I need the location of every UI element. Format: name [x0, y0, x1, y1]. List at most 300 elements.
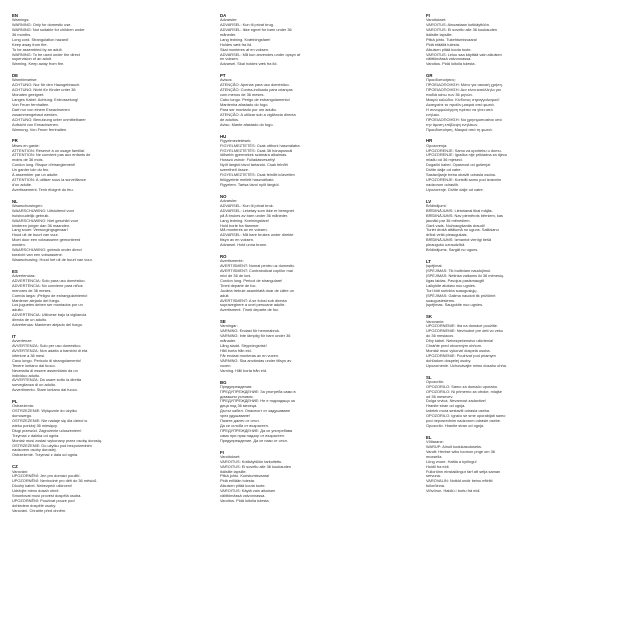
warning-line: VAROITUS: Ei sovellu alle 36 kuukauden: [220, 463, 292, 469]
warning-line: À assembler par un adulte.: [12, 172, 59, 178]
warning-line: AVVERTENZA: Da usare sotto la diretta: [12, 377, 82, 383]
warning-line: Darf nur von einem Erwachsenen: [12, 106, 70, 112]
warning-line: Opozorilo. Hranite stran od ognja.: [426, 422, 485, 428]
warning-line: Võltarane:: [426, 439, 444, 445]
warning-line: Håll borta från eld.: [220, 347, 252, 353]
warning-line: Dugački kabel. Opasnost od gušenja!: [426, 162, 491, 168]
warning-line: FIGYELMEZTETÉS: Csak otthoni használatra.: [220, 142, 301, 148]
warning-line: Дълъг кабел. Опасност от задушаване: [220, 408, 291, 414]
column-2: [220, 13, 405, 510]
warning-line: ĮSPĖJIMAS: Tik buitiniam naudojimui.: [426, 268, 492, 274]
language-code: BG: [220, 379, 227, 385]
warning-line: ACHTUNG: Nur für den Hausgebrauch.: [12, 82, 81, 88]
language-code: SK: [426, 314, 432, 320]
warning-section-nl: [12, 199, 197, 263]
warning-line: Ostrzeżenia:: [12, 403, 34, 409]
warning-line: Sastavljanje treba obaviti odrasla osoba.: [426, 172, 496, 178]
language-code: NL: [12, 198, 18, 204]
warning-line: Avertissement. Tenir éloigné du feu.: [12, 186, 74, 192]
warning-line: supervision of an adult.: [12, 56, 53, 62]
language-code: EN: [12, 13, 18, 18]
warning-line: ПРЕДУПРЕЖДЕНИЕ: За употреба само в: [220, 388, 296, 394]
warning-line: drīkst veikt pieaugušais.: [426, 232, 468, 238]
warning-line: ADVARSEL: Må bare brukes under direkte: [220, 232, 294, 238]
warning-line: Varuft: Hentse wiks toomon pnge om 36: [426, 448, 495, 454]
warning-line: Hoidil fra eldi.: [426, 463, 450, 469]
warning-line: Udržujte mimo dosah ohně.: [12, 488, 60, 494]
warning-line: ПРЕДУПРЕЖДЕНИЕ: Не е подходящо за: [220, 398, 295, 404]
warning-line: toezicht van een volwassene.: [12, 251, 63, 257]
warning-line: OPOZORILO: Igračo se sme uporabljati samo: [426, 413, 506, 419]
warning-line: nadzorom odraslih.: [426, 181, 460, 187]
warning-line: ΠΡΟΕΙΔΟΠΟΙΗΣΗ: Δεν είναι κατάλληλο για: [426, 87, 501, 93]
warning-line: домашни условия.: [220, 393, 254, 399]
warning-line: Ilgas laidas. Pavojus pasismaugti!: [426, 277, 485, 283]
column-1: [12, 13, 197, 520]
warning-line: vuxen.: [220, 362, 232, 368]
warning-section-lv: [426, 199, 611, 253]
warning-line: UPOZORNĚNÍ: Používat pouze pod: [12, 497, 75, 503]
warning-line: Hold borte fra flammer.: [220, 222, 260, 228]
warning-line: Μακρύ καλώδιο. Κίνδυνος στραγγαλισμού!: [426, 97, 500, 103]
language-code: HU: [220, 133, 227, 139]
warning-line: Moet door een volwassene gemonteerd: [12, 237, 81, 243]
language-code: DA: [220, 13, 227, 18]
warning-line: OSTRZEŻENIE: Wyłącznie do użytku: [12, 408, 77, 414]
warning-line: UPOZORENJE: Koristiti samo pod izravnim: [426, 176, 502, 182]
warning-line: tilsyn av en voksen.: [220, 237, 254, 243]
language-code: PT: [220, 73, 226, 79]
warning-section-en: [12, 13, 197, 67]
warning-line: Lång sladd. Strypningsrisk!: [220, 343, 267, 349]
warning-section-cz: [12, 464, 197, 513]
warning-line: Izdelek mora sestaviti odrasla oseba.: [426, 408, 491, 414]
warning-line: ATTENTION: Ne convient pas aux enfants de: [12, 152, 91, 158]
warning-line: Długi przewód. Zagrożenie uduszeniem!: [12, 427, 82, 433]
language-code: GR: [426, 73, 433, 79]
warning-line: UPOZORNENIE: Nevhodné pre deti vo veku: [426, 328, 503, 334]
warning-line: ikäisille lapsille.: [426, 31, 453, 37]
warning-line: Advertencias:: [12, 272, 36, 278]
language-code: SL: [426, 374, 432, 380]
warning-line: Smontovat musí provést dospělá osoba.: [12, 493, 82, 499]
warning-line: Necessita di essere assemblato da un: [12, 367, 78, 373]
warning-line: dohledem dospělé osoby.: [12, 502, 57, 508]
warning-line: Hranite stran od ognja.: [426, 403, 466, 409]
language-code: ES: [12, 268, 18, 274]
warning-line: ADVARSEL: Leketøy som ikke er beregnet: [220, 207, 294, 213]
warning-line: supraveghere a unei persoane adulte.: [220, 302, 286, 308]
warning-section-no: [220, 194, 405, 248]
warning-section-fi: [426, 13, 611, 67]
warning-line: Lüng vnure. Hattia a kyrlingu!: [426, 458, 477, 464]
warning-line: AVVERTENZA: Non adatto a bambini di età: [12, 347, 88, 353]
warning-line: inferiore a 36 mesi.: [12, 352, 46, 358]
warning-line: ADVARSEL: Ikke egnet for børn under 36: [220, 27, 292, 33]
warning-line: To be assembled by an adult.: [12, 46, 63, 52]
warning-line: UPOZORNĚNÍ: Jen pro domácí použití.: [12, 473, 81, 479]
warning-line: Pidä erillään tulesta.: [220, 478, 256, 484]
warning-line: Aufsicht von Erwachsenen.: [12, 121, 59, 127]
warning-line: Brīdinājumi:: [426, 202, 447, 208]
warning-line: Предупреждение. Да се пази от огън.: [220, 437, 288, 443]
warning-line: ADVERTENCIA: Solo para uso doméstico.: [12, 277, 86, 283]
warning-line: OSTRZEŻENIE: Do użytku pod bezpośrednim: [12, 442, 92, 448]
warning-line: FIGYELMEZTETÉS: Csak felnőtt közvetlen: [220, 172, 295, 178]
warning-section-pl: [12, 399, 197, 458]
warning-section-hu: [220, 134, 405, 188]
warning-line: Viðvörun. Haldiú í burtu frá eldi.: [426, 488, 481, 494]
warning-line: de adultos.: [220, 116, 240, 122]
warning-line: ATENÇÃO: A utilizar sob a vigilância directa: [220, 111, 296, 117]
warning-line: VAROITUS: Kotikäyttöön tarkoitettu.: [220, 458, 283, 464]
warning-section-pt: [220, 73, 405, 127]
warning-line: d'un adulte.: [12, 181, 32, 187]
warning-section-es: [12, 269, 197, 328]
warning-line: Chráňte pred otvoreným ohňom.: [426, 343, 483, 349]
warning-line: VARNING: Inte lämplig för barn under 36: [220, 333, 291, 339]
warning-line: worden.: [12, 242, 26, 248]
warning-line: domowego.: [12, 413, 33, 419]
warning-line: Warnhinweise:: [12, 77, 38, 83]
warning-line: Cordon lung. Pericol de strangulare!: [220, 277, 283, 283]
warning-line: Upozorenje. Držite dalje od vatre.: [426, 186, 484, 192]
warning-line: OPOZORILO: Samo za domačo uporabo.: [426, 383, 499, 389]
warning-line: Får endast monteras av en vuxen.: [220, 352, 280, 358]
warning-line: AVERTISMENT: Numai pentru uz domestic.: [220, 263, 296, 269]
warning-section-hr: [426, 138, 611, 192]
warning-line: Para ser montado por um adulto.: [220, 106, 277, 112]
warning-line: Advarsel. Skal holdes væk fra ild.: [220, 61, 278, 67]
language-code: CZ: [12, 464, 18, 470]
warning-line: Ostrzeżenie. Trzymać z dala od ognia.: [12, 452, 79, 458]
warning-line: com menos de 36 meses.: [220, 92, 265, 98]
warning-section-lt: [426, 259, 611, 308]
warning-section-it: [12, 334, 197, 393]
warning-line: Montaż musi zostać wykonany przez osobę dorosłą.: [12, 437, 102, 443]
warning-line: suaugusiesiems.: [426, 297, 455, 303]
warning-line: Пазете далеч от огън.: [220, 418, 260, 424]
warning-line: do 36 mesiacov.: [426, 333, 455, 339]
warning-line: Varoitus. Pidä loitolla tulesta.: [426, 61, 476, 67]
warning-line: sérvuna.: [426, 473, 441, 479]
language-code: FI: [426, 13, 430, 18]
warning-section-sk: [426, 314, 611, 368]
warning-line: ATENÇÃO: Contra-indicado para crianças: [220, 87, 293, 93]
warning-line: Предупреждения:: [220, 383, 253, 389]
warning-line: ADVERTENCIA: Utilícese bajo la vigilancia: [12, 312, 87, 318]
warning-line: OSTRZEŻENIE: Nie nadaje się dla dzieci w: [12, 418, 88, 424]
warning-line: Pidä etäällä tulesta.: [426, 41, 460, 47]
warning-line: Η συναρμολόγηση πρέπει να γίνει από: [426, 106, 493, 112]
warning-line: Figyelmeztetések:: [220, 137, 252, 143]
warning-line: Advarsler:: [220, 17, 238, 23]
warning-line: Да се сглоби от възрастен.: [220, 422, 269, 428]
warning-line: VAROITUS: Leluu saa käyttää vain aikuisen: [426, 51, 502, 57]
warning-line: UPOZORENJE: Igračka nije prikladna za djecu: [426, 152, 508, 158]
warning-line: månader.: [220, 338, 237, 344]
warning-line: VAROITUS: Ainoastaan kotikäyttöön.: [426, 22, 490, 28]
warning-line: directa de un adulto.: [12, 317, 48, 323]
warning-line: BRĪDINĀJUMS: Nav piemērots bērniem, kas: [426, 212, 503, 218]
warning-line: AVVERTENZA: Solo per uso domestico.: [12, 343, 82, 349]
warning-line: WARNING: Only for domestic use.: [12, 22, 72, 28]
warning-line: само при пряк надзор от възрастен.: [220, 432, 285, 438]
warning-section-de: [12, 73, 197, 132]
warning-line: wieku poniżej 36 miesięcy.: [12, 422, 58, 428]
warning-line: FIGYELMEZTETÉS: Csak 36 hónaposnál: [220, 147, 293, 153]
warning-line: VAROITUS: Käytä vain aikuisen: [220, 488, 276, 494]
warning-line: Avvertimento. Stare lontano dal fuoco.: [12, 387, 78, 393]
warning-line: UPOZORNENIE: Iba na domáce použitie.: [426, 323, 499, 329]
language-code: FR: [12, 138, 18, 144]
warning-line: ΠΡΟΕΙΔΟΠΟΙΗΣΗ: Να χρησιμοποιείται υπό: [426, 116, 502, 122]
warning-line: UPOZORNĚNÍ: Nevhodné pro děti do 36 měsíců.: [12, 478, 98, 484]
warning-section-gr: [426, 73, 611, 132]
warning-line: od 36 mesecev.: [426, 393, 454, 399]
warning-line: Turi būti surinkta suaugusiųjų.: [426, 287, 478, 293]
warning-line: ACHTUNG: Nicht für Kinder unter 36: [12, 87, 76, 93]
warning-line: måneder.: [220, 31, 237, 37]
language-code: SE: [220, 319, 226, 325]
warning-section-fr: [12, 138, 197, 192]
warning-line: OPOZORILO: Ni primerno za otroke, mlajše: [426, 388, 502, 394]
warning-line: ĮSPĖJIMAS: Netinka vaikams iki 36 mėnesių.: [426, 272, 505, 278]
warning-line: Montáž musí vykonať dospelá osoba.: [426, 347, 491, 353]
warning-line: чрез удушаване!: [220, 413, 251, 419]
language-code: DE: [12, 73, 18, 79]
warning-line: huishoudelijk gebruik.: [12, 212, 50, 218]
warning-line: Houd uit de buurt van vuur.: [12, 232, 59, 238]
warning-line: VAROITUS: Ei sovellu alle 36 kuukauden: [426, 27, 498, 33]
warning-line: WARNING: To be used under the direct: [12, 51, 80, 57]
warning-line: Varning. Håll borta från eld.: [220, 367, 268, 373]
warning-line: ADVARSEL: Kun til privat brug.: [220, 22, 274, 28]
language-code: RO: [220, 254, 227, 260]
warning-line: Fulloröinn einstaklingur farf aft setja saman: [426, 468, 501, 474]
warning-line: Lang ledning. Kvælningsfare!: [220, 36, 271, 42]
warning-line: AVERTISMENT: A se folosi sub directa: [220, 297, 287, 303]
warning-line: деца под 36 месеца.: [220, 403, 258, 409]
warning-line: Cuerda larga: ¡Peligro de estrangulamiento!: [12, 292, 88, 298]
warning-line: Aikuisen pitää koota tuote.: [426, 46, 472, 52]
warning-line: Dlhý kábel. Nebezpečenstvo uškrtenia!: [426, 338, 494, 344]
warning-line: ПРЕДУПРЕЖДЕНИЕ: Да се употребява: [220, 427, 293, 433]
warning-line: Holdes væk fra ild.: [220, 41, 253, 47]
warning-line: Laikykite atokiau nuo ugnies.: [426, 282, 476, 288]
warning-line: Monaten geeignet.: [12, 92, 45, 98]
warning-line: på å brukes av barn under 36 måneder.: [220, 212, 289, 218]
warning-line: 36 months.: [12, 31, 32, 37]
warning-line: Long cord. Strangulation hazard!: [12, 36, 69, 42]
warning-line: AVERTISMENT: Contraindicat copiilor mai: [220, 268, 293, 274]
warning-section-fi: [220, 450, 405, 504]
warning-line: ADVARSEL: Kun til privat bruk.: [220, 202, 274, 208]
warning-line: pieaugušo uzraudzībā.: [426, 242, 466, 248]
warning-line: Skal monteres af en voksen.: [220, 46, 270, 52]
warning-line: adult.: [220, 292, 230, 298]
warning-line: Προειδοποίηση. Μακριά από τη φωτιά.: [426, 126, 493, 132]
warning-line: ATTENTION: À utiliser sous la surveillance: [12, 176, 86, 182]
warning-line: Țineți departe de foc.: [220, 282, 257, 288]
warning-line: Mantenha afastado do fogo.: [220, 102, 269, 107]
language-code: LT: [426, 258, 431, 264]
warning-line: Įspėjimai:: [426, 263, 443, 269]
warning-line: Varovanie:: [426, 318, 445, 324]
warning-line: välittömässä valvonnassa.: [426, 56, 472, 62]
warning-line: την άμεση επίβλεψη ενηλίκων.: [426, 121, 479, 127]
warning-line: UPOZORNENIE: Používať pod priamym: [426, 352, 496, 358]
warning-line: παιδιά κάτω των 36 μηνών.: [426, 92, 474, 98]
warning-line: Avertismente:: [220, 258, 244, 264]
warning-line: pod neposrednim nadzorom odrasle osebe.: [426, 418, 502, 424]
warning-line: Advertencia: Mantener alejado del fuego.: [12, 322, 83, 328]
warning-line: Προειδοποιήσεις:: [426, 77, 456, 83]
warning-line: Turiet drošā attālumā no uguns. Salikšanu: [426, 227, 499, 233]
language-code: LV: [426, 198, 432, 204]
warning-line: Įspėjimas. Saugokite nuo ugnies.: [426, 302, 484, 308]
warning-line: ADVARSEL: Må kun anvendes under opsyn af: [220, 51, 301, 57]
warning-line: Opozorila:: [426, 378, 444, 384]
warning-line: Cavo lungo. Pericolo di strangolamento!: [12, 357, 81, 363]
warning-line: Držite dalje od vatre.: [426, 167, 462, 173]
warning-line: Trzymać z daleka od ognia.: [12, 432, 60, 438]
warning-section-bg: [220, 380, 405, 444]
warning-line: ATENÇÃO: Apenas para uso doméstico.: [220, 82, 290, 88]
warning-line: VAROVALIN: Notkid undir beinu eftirliti: [426, 478, 493, 484]
warning-line: VARNING: Endast för hemmabruk.: [220, 328, 281, 334]
warning-line: Varování:: [12, 468, 29, 474]
warning-line: WAARSCHUWING: gebruik onder direct: [12, 247, 82, 253]
warning-line: zusammengebaut werden.: [12, 111, 58, 117]
warning-line: Figyelem. Tartsa távol nyílt lángtól.: [220, 181, 280, 187]
warning-line: Nyílt lángtól távol tartandó. Csak felnőtt: [220, 162, 288, 168]
warning-line: WARUP: Ainult kodukasutuseks.: [426, 443, 483, 449]
warning-line: dohľadom dospelej osoby.: [426, 357, 472, 363]
warning-line: Langes Kabel. Achtung: Erdrosselung!: [12, 97, 79, 103]
warning-line: Jucăria trebuie asamblată doar de către un: [220, 287, 294, 293]
warning-line: Varoitus. Pidä loitolla tulesta.: [220, 497, 270, 503]
warning-line: Los juguetes deben ser montados por un: [12, 302, 83, 308]
warning-line: Avertisment. Țineți departe de foc.: [220, 307, 280, 313]
warning-section-el: [426, 435, 611, 494]
warning-line: Warnung. Von Feuer fernhalten.: [12, 126, 68, 132]
warning-line: Dlouhý kabel. Nebezpečí uškrcení!: [12, 483, 73, 489]
warning-line: WAARSCHUWING: Uitsluitend voor: [12, 207, 75, 213]
warning-line: ΠΡΟΕΙΔΟΠΟΙΗΣΗ: Μόνο για οικιακή χρήση.: [426, 82, 503, 88]
warning-line: Lang ledning. Kvelningsfare!: [220, 217, 270, 223]
language-code: PL: [12, 399, 18, 405]
warning-line: mlađu od 36 mjeseci.: [426, 157, 463, 163]
warning-line: Un garder loin du feu.: [12, 167, 50, 173]
warning-line: Warnings:: [12, 17, 30, 23]
warning-line: Aviso. Mante afastado do fogo.: [220, 121, 274, 127]
warning-line: Advarsler:: [220, 198, 238, 203]
warning-section-da: [220, 13, 405, 67]
warning-line: ADVERTENCIA: No conviene para niños: [12, 282, 83, 288]
warning-line: Opozorenja:: [426, 142, 448, 148]
warning-line: Hosszú zsinór: Fulladásveszély!: [220, 157, 276, 163]
warning-section-sl: [426, 375, 611, 429]
warning-line: jaunāki par 36 mēnešiem.: [426, 217, 471, 223]
warning-line: Pitkä johto. Kuristumisvaara!: [220, 473, 270, 479]
warning-line: VARNING: Ska användas under tillsyn av: [220, 357, 292, 363]
warning-line: menores de 36 meses.: [12, 287, 52, 293]
warning-line: Cordon long. Risque d'étranglement!: [12, 162, 76, 168]
warning-line: Waarschuwing. Houd het uit de buurt van vuur.: [12, 256, 93, 262]
warning-line: välittömässä valvonnassa.: [220, 493, 266, 499]
warning-line: ikäisille lapsille.: [220, 468, 247, 474]
warning-section-ro: [220, 254, 405, 313]
column-3: [426, 13, 611, 500]
language-code: IT: [12, 333, 16, 339]
language-code: HR: [426, 138, 433, 144]
language-code: NO: [220, 193, 227, 199]
warning-line: Tenere lontano dal fuoco.: [12, 362, 56, 368]
warning-line: mici de 36 de luni.: [220, 272, 252, 278]
warning-line: ATTENTION: Réservé à un usage familial.: [12, 147, 86, 153]
warning-line: Warning. Keep away from fire.: [12, 61, 65, 67]
warning-line: WAARSCHUWING: Niet geschikt voor: [12, 217, 79, 223]
warning-line: Dolga vrvica. Nevarnost zadavitve!: [426, 398, 486, 404]
warning-line: Cabo longo. Perigo de estrangulamento!: [220, 97, 290, 103]
warning-section-se: [220, 319, 405, 373]
warning-line: idősebb gyermekek számára alkalmas.: [220, 152, 288, 158]
warning-line: Garš vads. Nožņaugšanās draudi!: [426, 222, 485, 228]
warning-line: Varningar:: [220, 323, 238, 329]
warning-line: felügyelete mellett használható.: [220, 176, 275, 182]
warning-line: moins de 36 mois.: [12, 157, 44, 163]
language-code: EL: [426, 434, 432, 440]
warning-line: BRĪDINĀJUMS: Izmantot vienīgi tiešā: [426, 237, 492, 243]
warning-line: Διατηρείτε το προϊόν μακριά από φωτιά.: [426, 102, 495, 107]
warning-line: ενήλικα.: [426, 111, 440, 117]
warning-line: Varoitukset:: [220, 453, 241, 459]
warning-line: nadzorem osoby dorosłej.: [12, 447, 57, 453]
warning-line: Må monteres av en voksen.: [220, 227, 268, 233]
warning-line: UPOZORENJE: Samo za upotrebu u domu.: [426, 147, 502, 153]
warning-line: WARNING: Not suitable for children under: [12, 27, 85, 33]
warning-line: fullorðinna.: [426, 483, 446, 489]
warning-line: en voksen.: [220, 56, 239, 62]
warning-line: muxsella.: [426, 453, 443, 459]
warning-line: Mises en garde:: [12, 142, 40, 148]
warning-line: szerelheti össze.: [220, 167, 249, 173]
warning-line: Avisos:: [220, 77, 233, 83]
warning-line: individuo adulto.: [12, 372, 41, 378]
warning-line: BRĪDINĀJUMS: Lietošanai tikai mājās.: [426, 207, 493, 213]
warning-line: ĮSPĖJIMAS: Galima naudoti tik prižiūrint: [426, 292, 496, 298]
warning-line: Varoitukset:: [426, 17, 447, 23]
warning-line: ACHTUNG: Benutzung unter unmittelbarer: [12, 116, 86, 122]
warning-line: Keep away from fire.: [12, 41, 48, 47]
warning-line: Avvertenze:: [12, 338, 33, 344]
warning-line: Upozornenie. Uchovávajte mimo dosahu ohňa.: [426, 362, 507, 368]
warning-line: Brīdinājums. Sargāt no uguns.: [426, 247, 479, 253]
warning-line: kinderen jonger dan 36 maanden.: [12, 222, 71, 228]
warning-line: Lang snoer. Verwurgingsgevaar!: [12, 227, 68, 233]
warning-line: adulto.: [12, 307, 24, 313]
warning-line: Pitkä johto. Tukehtumisvaara!: [426, 36, 478, 42]
warning-line: Von Feuer fernhalten.: [12, 102, 50, 107]
warning-line: Varování. Chraňte před ohněm.: [12, 507, 67, 513]
language-code: FI: [220, 449, 224, 455]
warning-line: Advarsel. Hold unna brann.: [220, 242, 268, 248]
warning-line: Waarschuwingen:: [12, 202, 43, 208]
warning-line: Aikuisen pitää koota tuote.: [220, 483, 266, 489]
warning-line: sorveglianza di un adulto.: [12, 382, 57, 388]
warning-line: Mantener alejado del fuego.: [12, 297, 61, 303]
